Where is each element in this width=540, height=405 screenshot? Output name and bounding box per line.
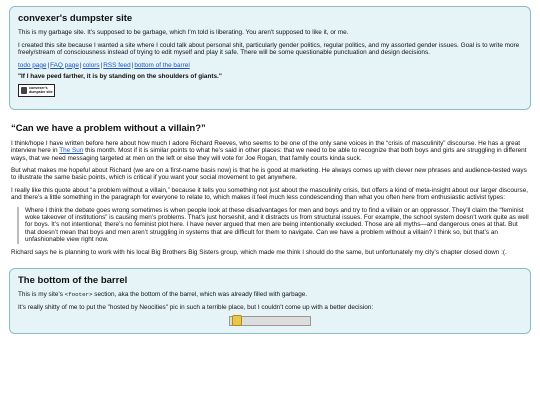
post-paragraph-1 (11, 140, 529, 162)
site-header-card (9, 6, 531, 110)
nav-separator: | (79, 61, 82, 69)
nav-separator: | (47, 61, 50, 69)
nav-link-colors[interactable]: colors (82, 61, 100, 69)
nav-link-rss[interactable]: RSS feed (103, 61, 131, 69)
nav-link-faq[interactable]: FAQ page (50, 61, 79, 69)
nav-separator: | (100, 61, 103, 69)
site-nav (18, 62, 522, 69)
post-paragraph-4: Richard says he is planning to work with his local Big Brothers Big Sisters group, which made me think I should do the same, but unfortunately my city’s chapter closed down :(. (11, 248, 507, 256)
site-badge[interactable] (18, 84, 55, 97)
footer-code: <footer> (64, 291, 93, 299)
blog-post (9, 123, 531, 256)
post-blockquote: Where I think the debate goes wrong sometimes is when people look at these disadvantages for men and boys and try to find a villain or an oppressor. They’ll claim the “feminist woke takeover of institutions” is causing men’s problems. That’s just horseshit, and it distracts us from structural issues. For example, the school system doesn’t work quite as well for boys. It’s not intentional; there’s no feminist plot here. I have never argued that men are being intentionally excluded. Those are all myths—and dangerous ones at that. But that doesn’t mean that boys and men aren’t struggling in systems that are difficult for them to navigate. Can we have a problem without a villain? I think so, but that’s an unfashionable view right now. (17, 207, 529, 244)
post-title: “Can we have a problem without a villain?” (11, 122, 206, 134)
neocities-badge[interactable] (229, 316, 311, 326)
footer-line-1 (18, 291, 522, 299)
site-title: convexer's dumpster site (18, 13, 133, 24)
post-paragraph-2: But what makes me hopeful about Richard (we are on a first-name basis now) is that he is good at marketing. He always comes up with clever new phrases and audience-tested ways to illustrate the same basic points, which is critical if you want your social movement to get anywhere. (11, 167, 527, 182)
site-motto: "If I have peed farther, it is by standing on the shoulders of giants." (18, 72, 222, 80)
site-badge-text: convexer's dumpster site (29, 85, 53, 94)
post-paragraph-1-start: I think/hope I have written before here about how much I adore Richard Reeves, who seems to be one of the only sane voices in the “crisis of masculinity” discourse. He has a great interview here in (11, 139, 521, 155)
footer-title: The bottom of the barrel (18, 275, 128, 287)
post-paragraph-1-end: this month. Most if it is similar points to what he’s said in other places: that we need to be able to recognize that both boys and girls are struggling in different ways, that we need messaging targeted at men on the left or else they will vote for Joe Rogan, that family courts kinda suck. (11, 147, 527, 162)
page (9, 0, 531, 334)
post-paragraph-3: I really like this quote about “a problem without a villain,” because it tells you something not just about the masculinity crisis, but offers a kind of meta-insight about our larger discourse, and there’s a little something in the paragraph for everyone to relate to, which makes it feel much less condescending than what you often here from enthusiastic activist types: (11, 186, 529, 202)
footer-line-2: It's really shitty of me to put the "hosted by Neocities" pic in such a terrible place, but I couldn't come up with a better decision: (18, 303, 374, 311)
neocities-cat-icon (232, 315, 242, 326)
site-intro: This is my garbage site. It's supposed to be garbage, which I'm told is liberating. You aren't supposed to like it, or me. (18, 29, 349, 36)
footer-line-1-start: This is my site's (18, 291, 65, 299)
nav-link-bottom[interactable]: bottom of the barrel (134, 61, 190, 69)
site-about: I created this site because I wanted a site where I could talk about personal shit, particularly gender politics, regular politics, and my assorted gender issues. Goal is to write more freely/stream of consciousness instead of trying to edit myself and play it safe. There will be some questionable punctuation and design decisions. (18, 41, 520, 57)
the-sun-link[interactable]: The Sun (59, 147, 84, 155)
dumpster-icon (21, 87, 27, 94)
nav-separator: | (131, 61, 134, 69)
nav-link-todo[interactable]: todo page (18, 61, 47, 69)
footer-line-1-end: section, aka the bottom of the barrel, which was already filled with garbage. (92, 291, 308, 299)
footer-card (9, 268, 531, 334)
